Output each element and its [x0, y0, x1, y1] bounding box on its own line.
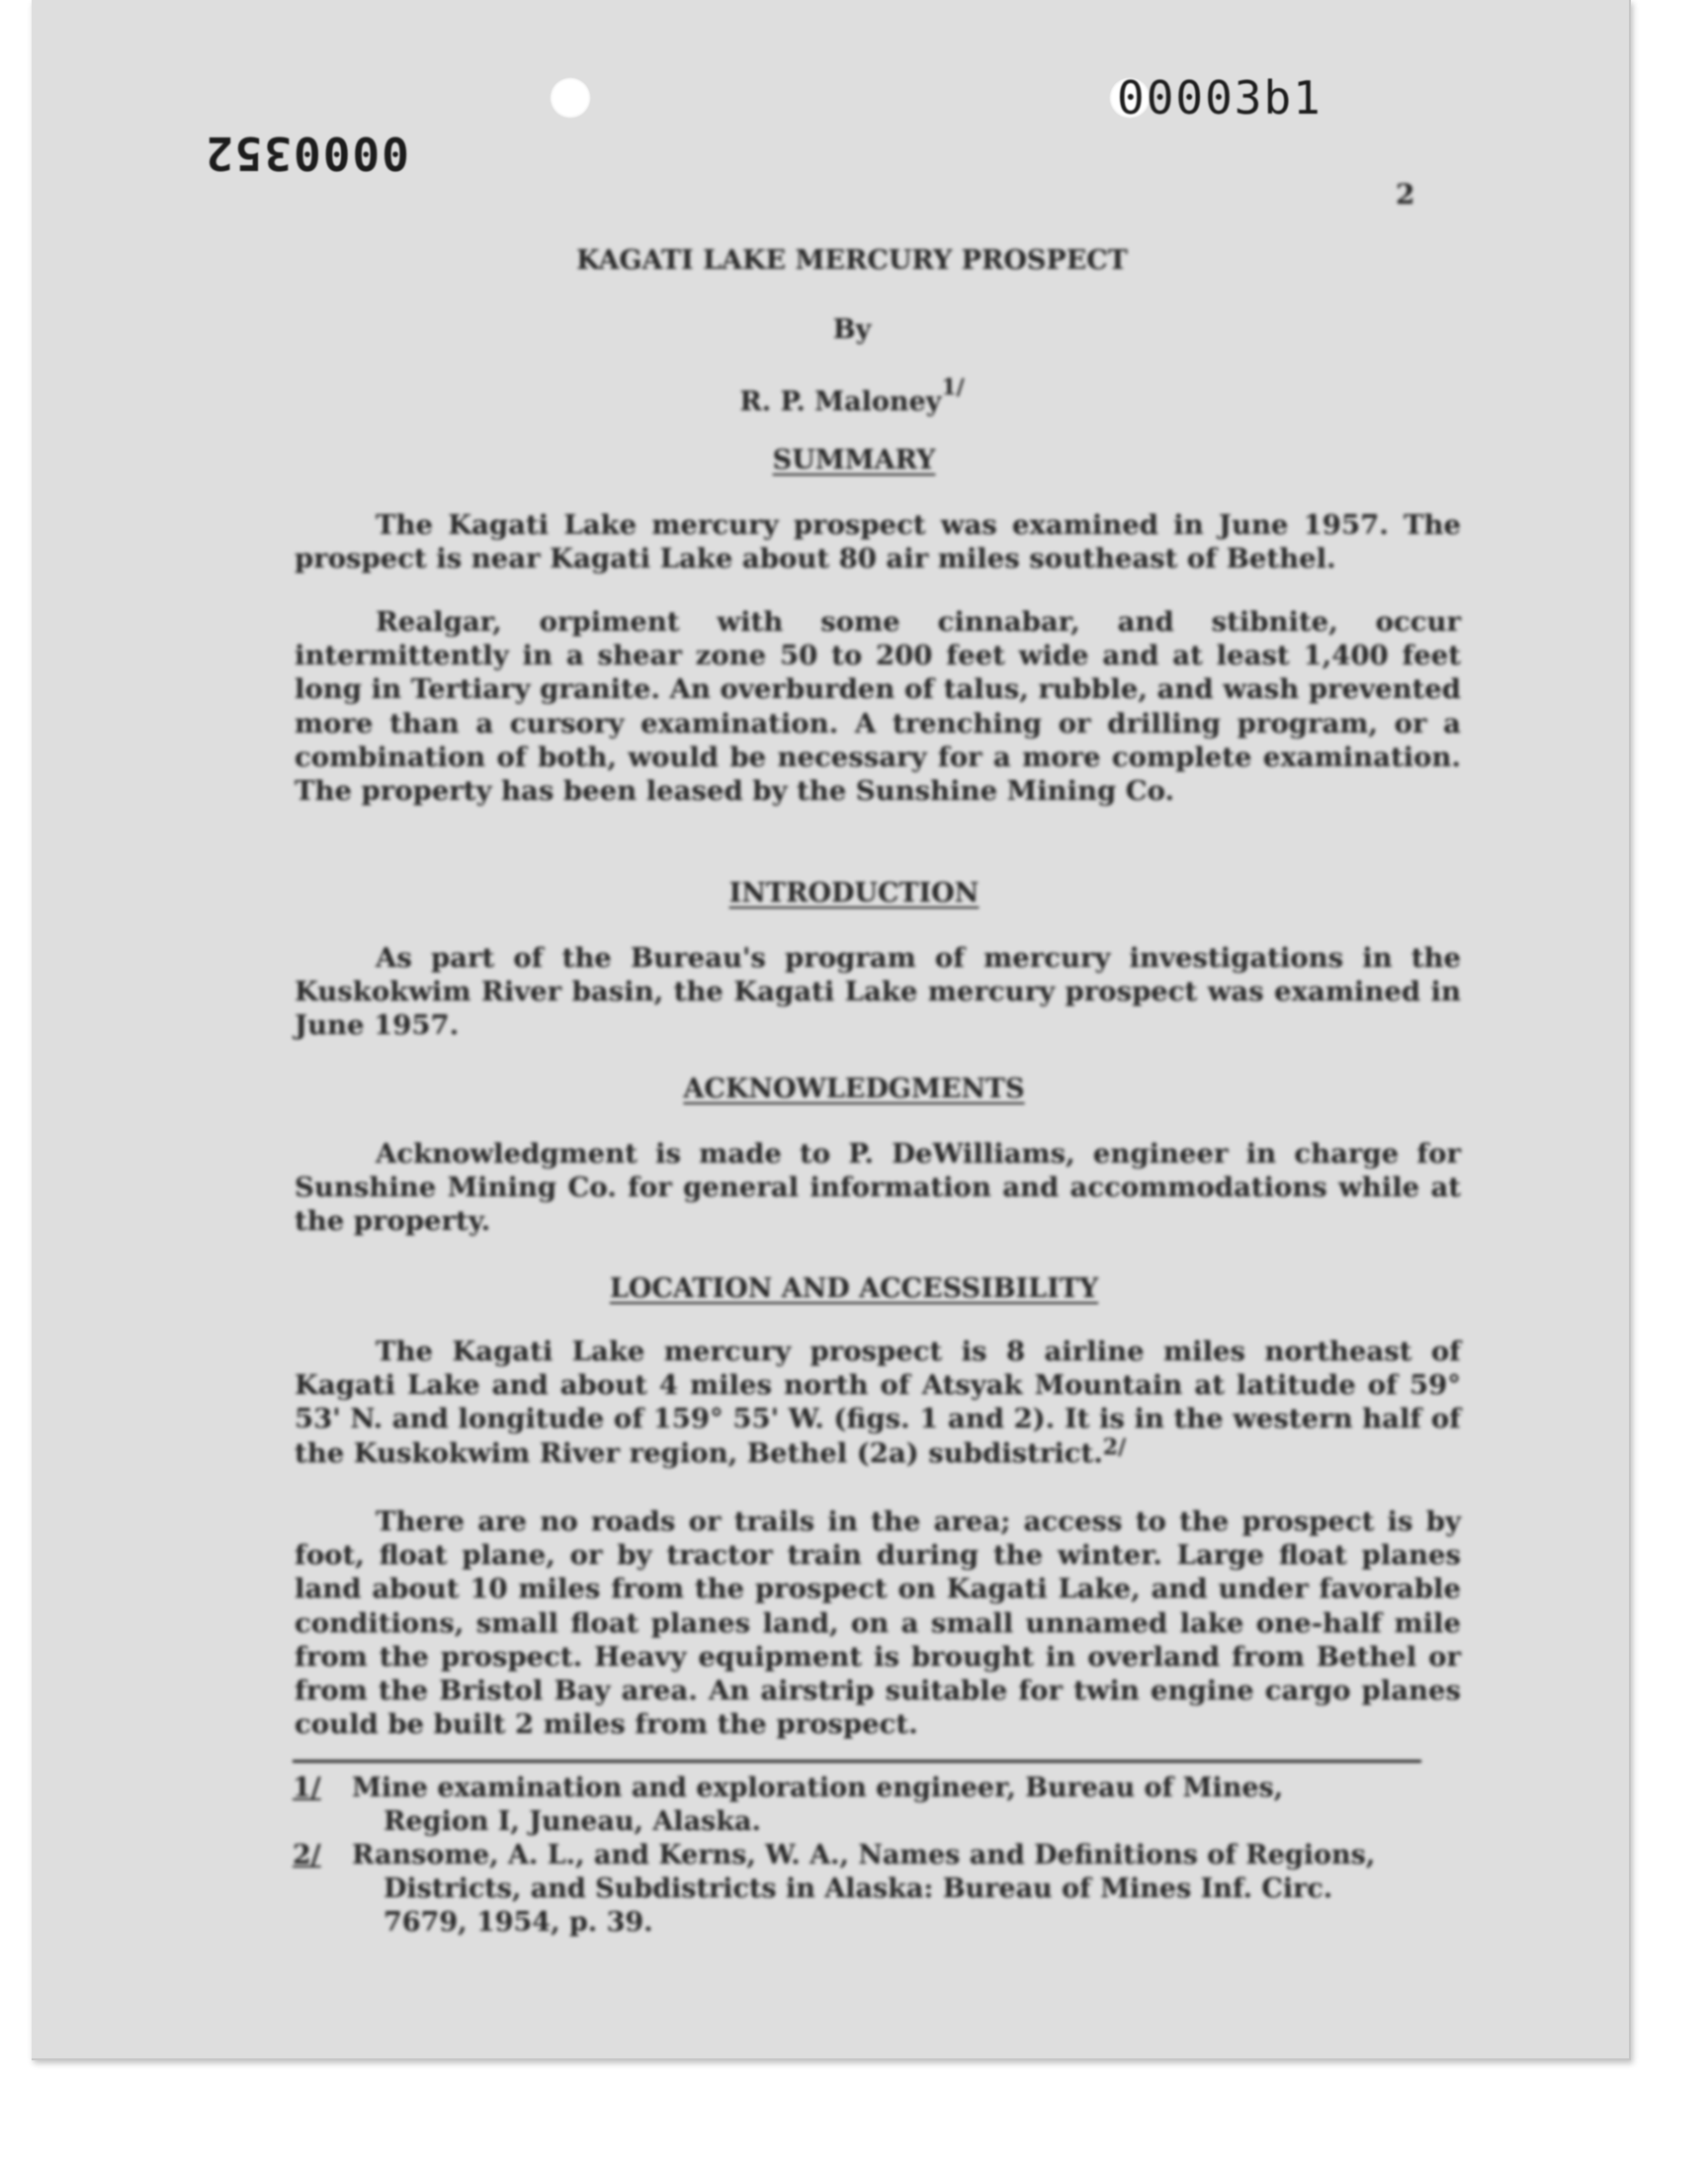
footnote-2-mark: 2/ [293, 1840, 321, 1870]
footnote-2-line-3: 7679, 1954, p. 39. [384, 1907, 653, 1938]
location-paragraph-2: There are no roads or trails in the area; access to the prospect is by foot, float plane, or by tractor train during the winter. Large float planes land about 10 miles from the prospect on Kagati Lake, and under favorable conditions, small float planes land, on a small unnamed lake one-half mile from the prospect. Heavy equipment is brought in overland from Bethel or from the Bristol Bay area. An airstrip suitable for twin engine cargo planes could be built 2 miles from the prospect. [295, 1506, 1461, 1741]
summary-paragraph-1: The Kagati Lake mercury prospect was examined in June 1957. The prospect is near Kagati Lake about 80 air miles southeast of Bethel. [295, 509, 1461, 575]
byline-by: By [832, 314, 872, 345]
summary-paragraph-2: Realgar, orpiment with some cinnabar, and stibnite, occur intermittently in a shear zone 50 to 200 feet wide and at least 1,400 feet long in Tertiary granite. An overburden of talus, rubble, and wash prevented more than a cursory examination. A trenching or drilling program, or a combination of both, would be necessary for a more complete examination. The property has been leased by the Sunshine Mining Co. [295, 606, 1461, 808]
footnote-2-line-1: Ransome, A. L., and Kerns, W. A., Names and Definitions of Regions, [352, 1840, 1376, 1870]
footnote-2-text [352, 1839, 1459, 1940]
footnote-2 [293, 1839, 1459, 1940]
location-paragraph-1-text: The Kagati Lake mercury prospect is 8 airline miles northeast of Kagati Lake and about 4 miles north of Atsyak Mountain at latitude of 59° 53' N. and longitude of 159° 55' W. (figs. 1 and 2). It is in the western half of the Kuskokwim River region, Bethel (2a) subdistrict. [295, 1336, 1461, 1469]
heading-introduction: INTRODUCTION [728, 878, 980, 909]
archive-stamp-left: 0000352 [204, 127, 409, 180]
footnote-2-line-2: Districts, and Subdistricts in Alaska: Bureau of Mines Inf. Circ. [384, 1873, 1333, 1904]
footnote-1-line-1: Mine examination and exploration engineer, Bureau of Mines, [352, 1773, 1284, 1803]
document-title: KAGATI LAKE MERCURY PROSPECT [576, 245, 1128, 276]
footnote-1-mark: 1/ [293, 1773, 321, 1803]
heading-acknowledgments: ACKNOWLEDGMENTS [683, 1074, 1025, 1104]
location-footnote-ref: 2/ [1102, 1434, 1127, 1460]
footnote-rule [293, 1760, 1421, 1763]
archive-stamp-right: 00003b1 [1117, 71, 1323, 125]
page-number: 2 [1396, 178, 1415, 211]
heading-summary: SUMMARY [772, 445, 936, 476]
location-paragraph-1 [295, 1335, 1461, 1472]
heading-location: LOCATION AND ACCESSIBILITY [609, 1273, 1099, 1304]
footnote-1-text [352, 1772, 1459, 1839]
author-name [0, 375, 1706, 417]
author-text: R. P. Maloney [739, 387, 942, 417]
introduction-paragraph: As part of the Bureau's program of mercury investigations in the Kuskokwim River basin, the Kagati Lake mercury prospect was examined in June 1957. [295, 942, 1461, 1042]
footnote-1-line-2: Region I, Juneau, Alaska. [384, 1806, 761, 1837]
footnote-1 [293, 1772, 1459, 1839]
punch-hole-left [550, 77, 591, 119]
author-footnote-ref: 1/ [941, 375, 965, 400]
acknowledgments-paragraph: Acknowledgment is made to P. DeWilliams, engineer in charge for Sunshine Mining Co. for general information and accommodations while at the property. [295, 1138, 1461, 1238]
